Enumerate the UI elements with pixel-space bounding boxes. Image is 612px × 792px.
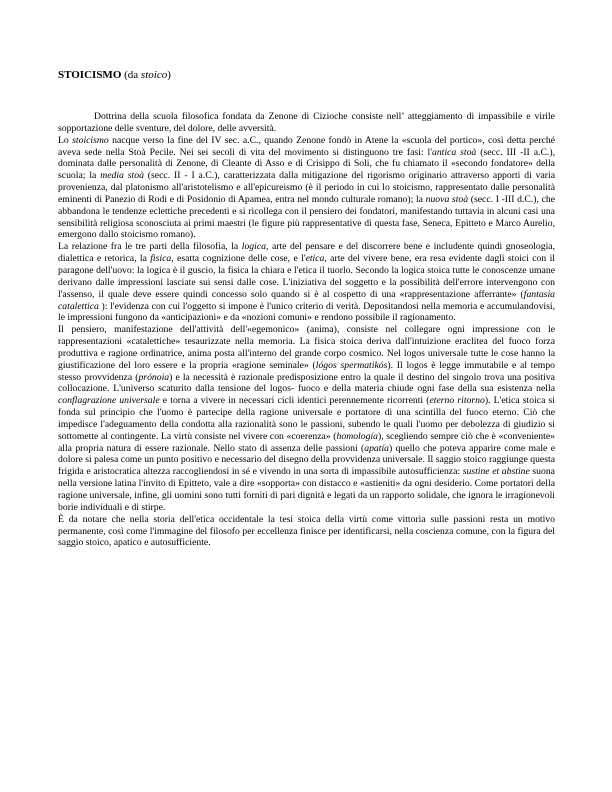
text-run: ). L'etica stoica si fonda sul principio che l'uomo è partecipe della ragione universale e portatore di una scintilla del fuoco eterno. Ciò che impedisce l'adeguamento della condotta alla razionalità sono le passioni, subendo le quali l'uomo per debolezza di giudizio si sottomette al contingente. La virtù consiste nel vivere con «coerenza» ( <box>58 395 555 442</box>
text-run: Dottrina della scuola filosofica fondata da Zenone di Cizioche consiste nell’ atteggiamento di impassibile e virile sopportazione delle sventure, del dolore, delle avversità. <box>58 111 555 134</box>
document-body <box>58 111 555 549</box>
body-paragraph <box>58 111 555 135</box>
emphasized-term: prónoia <box>138 371 170 383</box>
emphasized-term: conflagrazione universale <box>58 395 160 407</box>
emphasized-term: fantasia catalettica <box>58 288 555 312</box>
body-paragraph <box>58 514 555 550</box>
text-run: nacque verso la fine del IV sec. a.C., quando Zenone fondò in Atene la «scuola del portico», così detta perché aveva sede nella Stoà Pecile. Nei sei secoli di vita del movimento si distinguono tre fasi: l' <box>58 134 555 158</box>
text-run: La relazione fra le tre parti della filosofia, la <box>58 241 242 253</box>
body-paragraph <box>58 135 555 242</box>
document-title <box>58 68 558 83</box>
emphasized-term: stoicismo <box>72 134 109 146</box>
text-run: , esatta cognizione delle cose, e l' <box>171 253 306 265</box>
emphasized-term: nuova stoà <box>425 193 469 205</box>
title-open: (da <box>121 69 141 81</box>
body-paragraph <box>58 241 555 324</box>
text-run: ). Il logos è legge immutabile e al tempo stesso provvidenza ( <box>58 359 556 383</box>
text-run: e torna a vivere in necessari cicli identici perennemente ricorrenti ( <box>159 395 430 407</box>
text-run: ), scegliendo sempre ciò che è «conveniente» alla propria natura di essere razionale. Nello stato di assenza delle passioni ( <box>58 430 555 454</box>
text-run: , arte del vivere bene, era resa evidente dagli stoici con il paragone dell'uovo: la logica è il guscio, la fisica la chiara e l'etica il tuorlo. Secondo la logica stoica tutte le conoscenze umane derivano dalle impressioni lasciate sui sensi dalle cose. L'iniziativa del soggetto e la possibilità dell'errore intervengono con l'assenso, il quale deve essere quindi concesso solo quando si è al cospetto di una «rappresentazione afferrante» ( <box>58 253 555 300</box>
emphasized-term: lógos spermatikós <box>315 359 388 371</box>
text-run: (secc. I -III d.C.), che abbandona le tendenze eclettiche precedenti e si ricollega con il pensiero dei fondatori, manifestando tuttavia in alcuni casi una sensibilità religiosa sconosciuta ai primi maestri (le figure più rappresentative di questa fase, Seneca, Epitteto e Marco Aurelio, emergono dallo stoicismo romano). <box>58 193 556 241</box>
title-close: ) <box>167 69 171 81</box>
text-run: , arte del pensare e del discorrere bene e includente quindi gnoseologia, dialettica e retorica, la <box>58 241 556 265</box>
emphasized-term: eterno ritorno <box>429 395 485 407</box>
emphasized-term: media stoà <box>100 170 144 182</box>
text-run: (secc. III -II a.C.), dominata dalle personalità di Zenone, di Cleante di Asso e di Crisippo di Soli, che fu chiamato il «secondo fondatore» della scuola; la <box>58 146 555 182</box>
emphasized-term: fisica <box>150 253 172 265</box>
emphasized-term: homología <box>336 430 378 442</box>
emphasized-term: logica <box>241 241 266 253</box>
text-run: ) e la necessità è razionale predisposizione entro la quale il destino del singolo trova una positiva collocazione. L'universo scaturito dalla tensione del logos- fuoco e della materia chiude ogni fase della sua esistenza nella <box>58 371 555 395</box>
text-run: ): l'evidenza con cui l'oggetto si impone è l'unico criterio di verità. Depositandosi nella memoria e accumulandovisi, le impressioni fungono da «anticipazioni» e da «nozioni comuni» e rendono possibile il ragionamento. <box>58 300 555 324</box>
text-run: Lo <box>58 134 73 146</box>
text-run: ) quello che poteva apparire come male e dolore si palesa come un punto positivo e necessario del disegno della provvidenza universale. Il saggio stoico raggiunge questa frigida e aristocratica altezza raccogliendosi in sé e vivendo in una sorta di impassibile autosufficienza: <box>58 442 555 478</box>
text-run: È da notare che nella storia dell'etica occidentale la tesi stoica della virtù come vittoria sulle passioni resta un motivo permanente, così come l'immagine del filosofo per eccellenza finisce per identificarsi, nella coscienza comune, con la figura del saggio stoico, apatico e autosufficiente. <box>58 513 555 549</box>
text-run: suona nella versione latina l'invito di Epitteto, vale a dire «sopporta» con distacco e «astieniti» da ogni desiderio. Come portatori della ragione universale, infine, gli uomini sono tutti forniti di pari dignità e legati da un rapporto solidale, che ignora le irragionevoli borie individuali e di stirpe. <box>58 466 555 513</box>
title-source-word: stoico <box>140 69 168 81</box>
emphasized-term: etica <box>305 253 325 265</box>
emphasized-term: apatía <box>364 442 389 454</box>
title-heading: STOICISMO <box>58 69 122 81</box>
text-run: (secc. II - I a.C.), caratterizzata dalla mitigazione del rigorismo originario attraverso apporti di varia provenienza, dal platonismo all'aristotelismo e all'epicureismo (è il periodo in cui lo stoicismo, rappresentato dalle personalità eminenti di Panezio di Rodi e di Posidonio di Apamea, entra nel mondo culturale romano); la <box>58 170 556 205</box>
text-run: Il pensiero, manifestazione dell'attività dell'«egemonico» (anima), consiste nel collegare ogni impressione con le rappresentazioni «catalettiche» tesaurizzate nella memoria. La fisica stoica deriva dall'intuizione eraclitea del fuoco forza produttiva e ragione ordinatrice, anima posta all'interno del grande corpo cosmico. Nel logos universale tutte le cose hanno la giustificazione del loro essere e la propria «ragione seminale» ( <box>58 324 555 371</box>
emphasized-term: antica stoà <box>431 146 477 158</box>
body-paragraph <box>58 324 555 514</box>
emphasized-term: sustine et abstine <box>462 466 530 478</box>
